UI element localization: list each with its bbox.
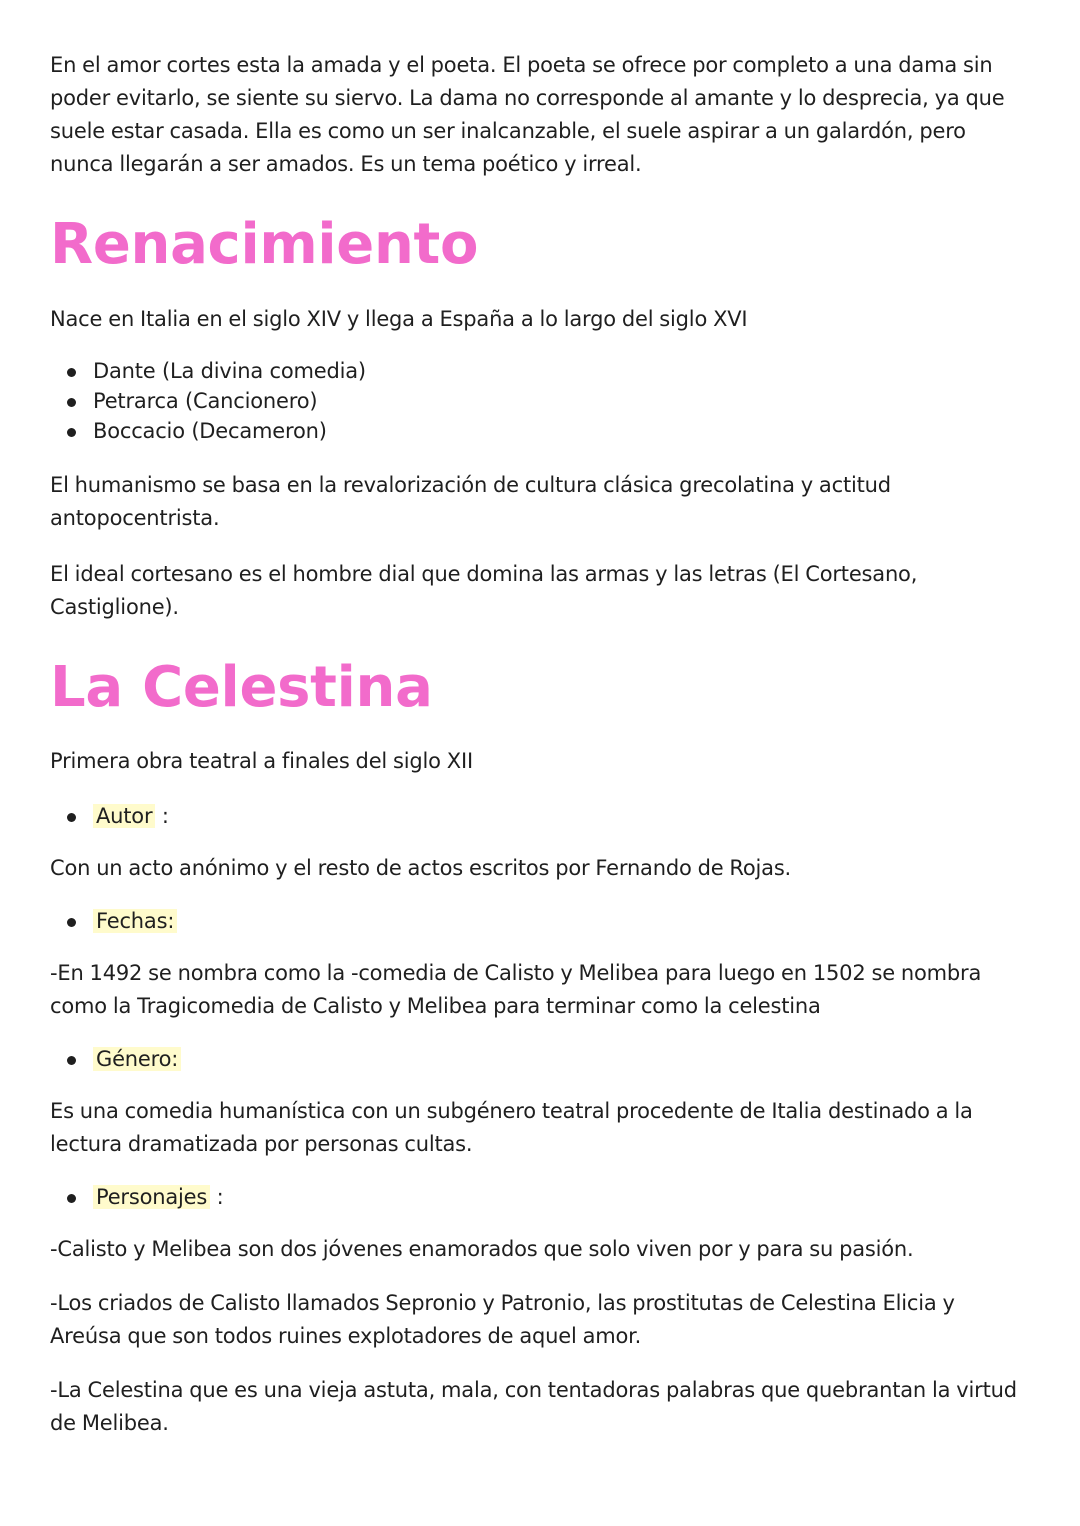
autor-list bbox=[50, 801, 1030, 831]
heading-renacimiento: Renacimiento bbox=[50, 212, 479, 277]
celestina-intro: Primera obra teatral a finales del siglo XII bbox=[50, 749, 473, 773]
fechas-list bbox=[50, 906, 1030, 936]
autor-text: Con un acto anónimo y el resto de actos escritos por Fernando de Rojas. bbox=[50, 856, 792, 880]
list-item-boccacio: Boccacio (Decameron) bbox=[50, 416, 1030, 446]
renacimiento-intro: Nace en Italia en el siglo XIV y llega a España a lo largo del siglo XVI bbox=[50, 307, 748, 331]
personaje-calisto-melibea: -Calisto y Melibea son dos jóvenes enamorados que solo viven por y para su pasión. bbox=[50, 1237, 914, 1261]
personaje-criados: -Los criados de Calisto llamados Sepronio y Patronio, las prostitutas de Celestina Elicia y Areúsa que son todos ruines explotadores de aquel amor. bbox=[50, 1291, 955, 1348]
list-item-personajes bbox=[50, 1182, 1030, 1212]
list-item-dante: Dante (La divina comedia) bbox=[50, 356, 1030, 386]
humanismo-paragraph: El humanismo se basa en la revalorización de cultura clásica grecolatina y actitud antopocentrista. bbox=[50, 473, 891, 530]
autor-colon: : bbox=[155, 804, 169, 828]
genero-label: Género: bbox=[93, 1047, 181, 1071]
list-item-autor bbox=[50, 801, 1030, 831]
genero-list bbox=[50, 1044, 1030, 1074]
personajes-list bbox=[50, 1182, 1030, 1212]
list-item-fechas bbox=[50, 906, 1030, 936]
list-item-petrarca: Petrarca (Cancionero) bbox=[50, 386, 1030, 416]
ideal-cortesano-paragraph: El ideal cortesano es el hombre dial que domina las armas y las letras (El Cortesano, Castiglione). bbox=[50, 562, 918, 619]
personajes-label: Personajes bbox=[93, 1185, 210, 1209]
intro-paragraph: En el amor cortes esta la amada y el poeta. El poeta se ofrece por completo a una dama sin poder evitarlo, se siente su siervo. La dama no corresponde al amante y lo desprecia, ya que suele estar casada. Ella es como un ser inalcanzable, el suele aspirar a un galardón, pero nunca llegarán a ser amados. Es un tema poético y irreal. bbox=[50, 53, 1005, 176]
personajes-colon: : bbox=[210, 1185, 224, 1209]
list-item-genero bbox=[50, 1044, 1030, 1074]
heading-la-celestina: La Celestina bbox=[50, 655, 433, 720]
authors-list bbox=[50, 356, 1030, 446]
fechas-text: -En 1492 se nombra como la -comedia de Calisto y Melibea para luego en 1502 se nombra como la Tragicomedia de Calisto y Melibea para terminar como la celestina bbox=[50, 961, 982, 1018]
genero-text: Es una comedia humanística con un subgénero teatral procedente de Italia destinado a la lectura dramatizada por personas cultas. bbox=[50, 1099, 973, 1156]
autor-label: Autor bbox=[93, 804, 155, 828]
personaje-celestina: -La Celestina que es una vieja astuta, mala, con tentadoras palabras que quebrantan la virtud de Melibea. bbox=[50, 1378, 1017, 1435]
fechas-label: Fechas: bbox=[93, 909, 177, 933]
